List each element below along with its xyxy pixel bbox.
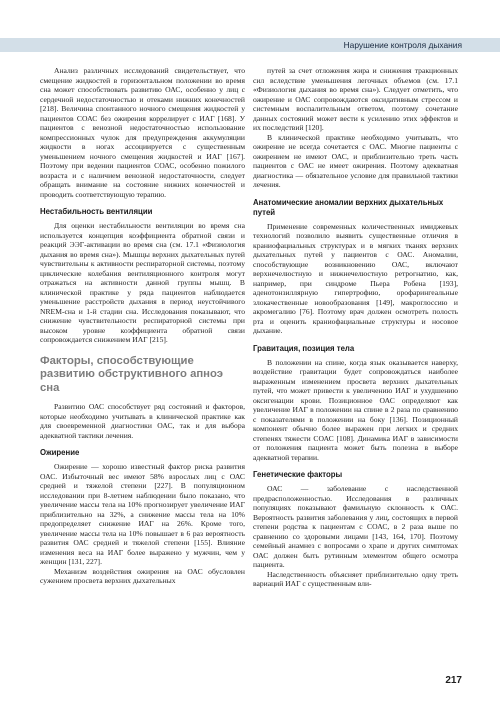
paragraph: Для оценки нестабильности вентиляции во время сна используется концепция коэффициента обратной связи и реакций ЭЭГ-активации во время сна (см. 17.1 «Физиология дыхания во время сна»). Мышцы верхних дыхательных путей чувствительны к активности респираторной системы, поэтому циклические колебания вентиляционного контроля могут отражаться на активности данной группы мышц. В клинической практике у ряда пациентов наблюдается уменьшение расстройств дыхания в период неустойчивого NREM-сна и 1-й стадии сна. Исследования показывают, что снижение чувствительности респираторной системы при высоком уровне коэффициента обратной связи сопровождается снижением ИАГ [215]. [40,221,245,344]
section-heading: Факторы, способствующие развитию обструктивного апноэ сна [40,354,223,394]
running-header-title: Нарушение контроля дыхания [343,40,462,50]
paragraph: путей за счет отложения жира и снижения тракционных сил вследствие уменьшения легочных объемов (см. 17.1 «Физиология дыхания во время сна»). Следует отметить, что ожирение и ОАС сопровождаются оксидативным стрессом и системным воспалительным ответом, поэтому сочетание данных состояний может вести к усилению этих эффектов и их последствий [120]. [253,66,458,132]
page-number: 217 [445,675,462,686]
paragraph: Применение современных количественных имиджевых технологий позволило выявить существенные отличия в краниофациальных структурах и в мягких тканях верхних дыхательных путей у пациентов с ОАС. Аномалии, способствующие возникновению ОАС, включают верхнечелюстную и нижнечелюстную ретрогнатию, как, например, при синдроме Пьера Робена [193], аденотонзиллярную гипертрофию, орофарингеальные злокачественные новообразования [149], макроглоссию и акромегалию [76]. Поэтому врач должен осмотреть полость рта и оценить краниофациальные структуры и носовое дыхание. [253,221,458,335]
subheading-anatomic-anomalies: Анатомические аномалии верхних дыхательных путей [253,197,444,217]
right-column [253,66,458,589]
left-column [40,66,245,586]
paragraph: В положении на спине, когда язык оказывается наверху, воздействие гравитации будет сопровождаться наиболее выраженным изменением просвета верхних дыхательных путей, что может привести к увеличению ИАГ и ухудшению оксигенации крови. Позиционное ОАС определяют как увеличение ИАГ в положении на спине в 2 раза по сравнению с показателями в положении на боку [136]. Позиционный компонент обычно более выражен при легких и средних степенях тяжести СОАС [108]. Динамика ИАГ в зависимости от положения пациента может быть полезна в выборе адекватной терапии. [253,357,458,462]
paragraph: Механизм воздействия ожирения на ОАС обусловлен сужением просвета верхних дыхательных [40,566,245,585]
subheading-ventilation-instability: Нестабильность вентиляции [40,207,153,216]
subheading-genetic-factors: Генетические факторы [253,470,343,479]
subheading-gravity-body-position: Гравитация, позиция тела [253,343,355,353]
paragraph: ОАС — заболевание с наследственной предрасположенностью. Исследования в различных популяциях показывают фамильную склонность к ОАС. Вероятность развития заболевания у лиц, состоящих в первой степени родства к пациентам с СОАС, в 2 раза выше по сравнению со здоровыми лицами [143, 164, 170]. Поэтому семейный анамнез с вопросами о храпе и других симптомах ОАС должен быть рутинным элементом общего осмотра пациента. [253,484,458,569]
paragraph: Наследственность объясняет приблизительно одну треть вариаций ИАГ с существенным вли- [253,569,458,588]
paragraph: Развитию ОАС способствует ряд состояний и факторов, которые необходимо учитывать в клинической практике как для своевременной диагностики ОАС, так и для выбора адекватной тактики лечения. [40,402,245,440]
paragraph: Анализ различных исследований свидетельствует, что смещение жидкостей в горизонтальном положении во время сна может способствовать развитию ОАС, особенно у лиц с сердечной недостаточностью и отеками нижних конечностей [218]. Величина спонтанного ночного смещения жидкостей у пациентов СОАС без ожирения коррелирует с ИАГ [168]. У пациентов с венозной недостаточностью использование компрессионных чулок для предупреждения аккумуляции жидкости в ногах ассоциируется с существенным уменьшением ночного смещения жидкостей и ИАГ [167]. Поэтому при ведении пациентов СОАС, особенно пожилого возраста и с наличием венозной недостаточности, следует обращать внимание на состояние нижних конечностей и проводить соответствующую терапию. [40,66,245,199]
subheading-obesity: Ожирение [40,448,80,457]
paragraph: В клинической практике необходимо учитывать, что ожирение не всегда сочетается с ОАС. Многие пациенты с ожирением не имеют ОАС, и приблизительно треть часть пациентов с ОАС не имеет ожирения. Поэтому адекватная диагностика — обязательное условие для правильной тактики лечения. [253,132,458,189]
paragraph: Ожирение — хорошо известный фактор риска развития ОАС. Избыточный вес имеют 58% взрослых лиц с ОАС средней и тяжелой степени [227]. В популяционном исследовании при 8-летнем наблюдении было показано, что увеличение массы тела на 10% прогнозирует увеличение ИАГ приблизительно на 32%, а снижение массы тела на 10% предопределяет снижение ИАГ на 26%. Кроме того, увеличение массы тела на 10% повышает в 6 раз вероятность развития ОАС средней и тяжелой степени [155]. Влияние изменения веса на ИАГ более выражено у мужчин, чем у женщин [131, 227]. [40,462,245,566]
